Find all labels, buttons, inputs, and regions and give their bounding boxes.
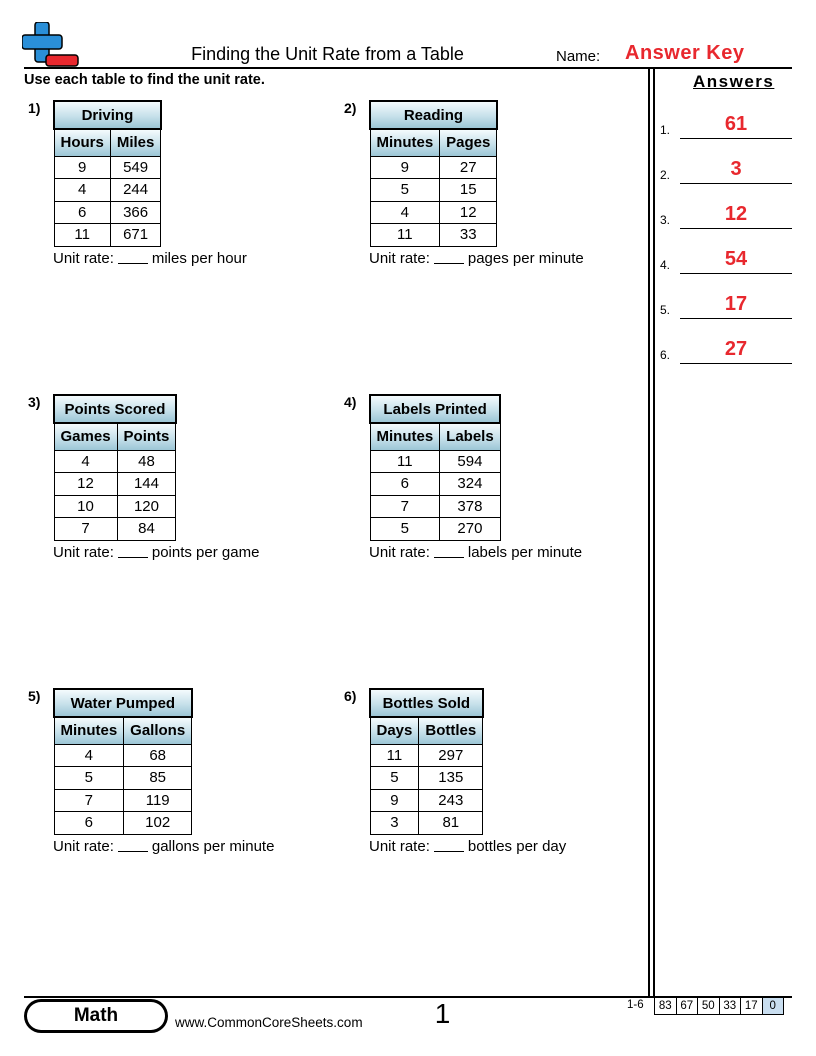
table-row bbox=[54, 201, 161, 224]
answer-line bbox=[680, 228, 792, 229]
table-cell: 81 bbox=[419, 812, 483, 835]
table-row bbox=[370, 495, 500, 518]
answer-row bbox=[660, 295, 792, 319]
score-cell: 33 bbox=[719, 997, 742, 1015]
table-row bbox=[370, 812, 483, 835]
subject-label: Math bbox=[27, 1002, 165, 1030]
table-row bbox=[370, 201, 497, 224]
table-row bbox=[54, 789, 192, 812]
table-cell: 27 bbox=[440, 156, 497, 179]
table-row bbox=[370, 473, 500, 496]
table-cell: 4 bbox=[54, 450, 117, 473]
answer-blank[interactable] bbox=[434, 842, 464, 852]
table-cell: 102 bbox=[124, 812, 192, 835]
score-cell: 50 bbox=[697, 997, 720, 1015]
answer-value: 61 bbox=[724, 113, 748, 135]
answer-line bbox=[680, 318, 792, 319]
table-cell: 135 bbox=[419, 767, 483, 790]
answer-number: 2. bbox=[660, 168, 671, 182]
table-cell: 4 bbox=[54, 179, 110, 202]
answer-row bbox=[660, 115, 792, 139]
column-header: Minutes bbox=[370, 129, 440, 156]
table-cell: 84 bbox=[117, 518, 176, 541]
table-title: Water Pumped bbox=[54, 689, 192, 717]
table-row bbox=[54, 518, 176, 541]
answer-value: 17 bbox=[724, 293, 748, 315]
table-cell: 12 bbox=[54, 473, 117, 496]
table-cell: 85 bbox=[124, 767, 192, 790]
column-header: Games bbox=[54, 423, 117, 450]
answer-key-label: Answer Key bbox=[625, 42, 745, 64]
answer-number: 1. bbox=[660, 123, 671, 137]
score-cell: 0 bbox=[762, 997, 785, 1015]
answer-line bbox=[680, 138, 792, 139]
score-cell: 83 bbox=[654, 997, 677, 1015]
answer-number: 6. bbox=[660, 348, 671, 362]
answer-row bbox=[660, 340, 792, 364]
table-cell: 11 bbox=[54, 224, 110, 247]
table-row bbox=[54, 767, 192, 790]
table-cell: 12 bbox=[440, 201, 497, 224]
unit-rate-prompt bbox=[369, 838, 566, 855]
table-title: Labels Printed bbox=[370, 395, 500, 423]
column-header: Days bbox=[370, 717, 419, 744]
table-title: Reading bbox=[370, 101, 497, 129]
table-title: Driving bbox=[54, 101, 161, 129]
table-cell: 6 bbox=[54, 812, 124, 835]
website-link[interactable]: www.CommonCoreSheets.com bbox=[175, 1015, 363, 1030]
table-row bbox=[370, 518, 500, 541]
page-number: 1 bbox=[434, 998, 451, 1029]
table-cell: 48 bbox=[117, 450, 176, 473]
unit-rate-prompt bbox=[369, 250, 584, 267]
table-cell: 7 bbox=[54, 518, 117, 541]
table-cell: 11 bbox=[370, 450, 440, 473]
table-cell: 243 bbox=[419, 789, 483, 812]
table-cell: 5 bbox=[370, 179, 440, 202]
table-row bbox=[370, 789, 483, 812]
table-row bbox=[370, 450, 500, 473]
table-cell: 33 bbox=[440, 224, 497, 247]
table-cell: 9 bbox=[370, 156, 440, 179]
table-row bbox=[54, 224, 161, 247]
unit-rate-label: Unit rate: bbox=[53, 250, 114, 267]
table-cell: 297 bbox=[419, 744, 483, 767]
score-cell: 67 bbox=[676, 997, 699, 1015]
table-cell: 120 bbox=[117, 495, 176, 518]
unit-rate-label: Unit rate: bbox=[369, 838, 430, 855]
table-cell: 366 bbox=[110, 201, 161, 224]
rate-table bbox=[369, 394, 501, 541]
answer-line bbox=[680, 363, 792, 364]
unit-rate-units: miles per hour bbox=[151, 250, 247, 267]
column-header: Hours bbox=[54, 129, 110, 156]
table-cell: 119 bbox=[124, 789, 192, 812]
table-cell: 378 bbox=[440, 495, 501, 518]
table-cell: 270 bbox=[440, 518, 501, 541]
table-cell: 9 bbox=[54, 156, 110, 179]
answer-number: 3. bbox=[660, 213, 671, 227]
unit-rate-label: Unit rate: bbox=[53, 838, 114, 855]
column-header: Minutes bbox=[54, 717, 124, 744]
answer-blank[interactable] bbox=[434, 548, 464, 558]
column-divider bbox=[653, 67, 655, 997]
column-divider bbox=[648, 67, 650, 997]
column-header: Points bbox=[117, 423, 176, 450]
table-row bbox=[370, 156, 497, 179]
table-row bbox=[370, 767, 483, 790]
answer-row bbox=[660, 250, 792, 274]
table-cell: 5 bbox=[370, 518, 440, 541]
answer-blank[interactable] bbox=[118, 254, 148, 264]
table-cell: 671 bbox=[110, 224, 161, 247]
table-cell: 549 bbox=[110, 156, 161, 179]
unit-rate-prompt bbox=[53, 250, 247, 267]
unit-rate-label: Unit rate: bbox=[369, 544, 430, 561]
table-cell: 6 bbox=[54, 201, 110, 224]
table-cell: 9 bbox=[370, 789, 419, 812]
rate-table bbox=[53, 394, 177, 541]
table-cell: 68 bbox=[124, 744, 192, 767]
header-divider bbox=[24, 67, 792, 69]
unit-rate-label: Unit rate: bbox=[53, 544, 114, 561]
unit-rate-units: labels per minute bbox=[467, 544, 583, 561]
instructions: Use each table to find the unit rate. bbox=[24, 72, 265, 88]
unit-rate-prompt bbox=[53, 544, 259, 561]
answer-line bbox=[680, 183, 792, 184]
table-cell: 11 bbox=[370, 744, 419, 767]
answer-number: 4. bbox=[660, 258, 671, 272]
unit-rate-units: pages per minute bbox=[467, 250, 584, 267]
rate-table bbox=[369, 688, 484, 835]
table-cell: 5 bbox=[54, 767, 124, 790]
answer-blank[interactable] bbox=[118, 548, 148, 558]
table-title: Bottles Sold bbox=[370, 689, 483, 717]
unit-rate-prompt bbox=[53, 838, 274, 855]
score-key bbox=[655, 997, 784, 1015]
table-cell: 7 bbox=[54, 789, 124, 812]
problem-number: 1) bbox=[28, 100, 41, 116]
table-row bbox=[54, 744, 192, 767]
rate-table bbox=[369, 100, 498, 247]
unit-rate-units: gallons per minute bbox=[151, 838, 275, 855]
table-cell: 324 bbox=[440, 473, 501, 496]
answer-line bbox=[680, 273, 792, 274]
problem-number: 5) bbox=[28, 688, 41, 704]
table-row bbox=[54, 812, 192, 835]
table-cell: 4 bbox=[370, 201, 440, 224]
table-title: Points Scored bbox=[54, 395, 176, 423]
score-cell: 17 bbox=[740, 997, 763, 1015]
answer-blank[interactable] bbox=[434, 254, 464, 264]
table-row bbox=[54, 179, 161, 202]
column-header: Miles bbox=[110, 129, 161, 156]
answer-value: 3 bbox=[730, 158, 742, 180]
unit-rate-prompt bbox=[369, 544, 582, 561]
answer-blank[interactable] bbox=[118, 842, 148, 852]
unit-rate-units: bottles per day bbox=[467, 838, 567, 855]
table-cell: 4 bbox=[54, 744, 124, 767]
answer-value: 54 bbox=[724, 248, 748, 270]
column-header: Pages bbox=[440, 129, 497, 156]
table-row bbox=[370, 224, 497, 247]
table-cell: 11 bbox=[370, 224, 440, 247]
table-row bbox=[370, 744, 483, 767]
answer-value: 12 bbox=[724, 203, 748, 225]
name-label: Name: bbox=[556, 48, 601, 65]
problem-number: 2) bbox=[344, 100, 357, 116]
column-header: Labels bbox=[440, 423, 501, 450]
rate-table bbox=[53, 100, 162, 247]
answer-value: 27 bbox=[724, 338, 748, 360]
table-cell: 5 bbox=[370, 767, 419, 790]
column-header: Bottles bbox=[419, 717, 483, 744]
answer-row bbox=[660, 160, 792, 184]
table-cell: 15 bbox=[440, 179, 497, 202]
table-cell: 7 bbox=[370, 495, 440, 518]
table-cell: 10 bbox=[54, 495, 117, 518]
table-cell: 6 bbox=[370, 473, 440, 496]
column-header: Gallons bbox=[124, 717, 192, 744]
table-row bbox=[54, 473, 176, 496]
worksheet-title: Finding the Unit Rate from a Table bbox=[191, 44, 464, 64]
table-row bbox=[54, 450, 176, 473]
table-row bbox=[54, 156, 161, 179]
answer-number: 5. bbox=[660, 303, 671, 317]
unit-rate-units: points per game bbox=[151, 544, 260, 561]
unit-rate-label: Unit rate: bbox=[369, 250, 430, 267]
table-row bbox=[370, 179, 497, 202]
problem-number: 6) bbox=[344, 688, 357, 704]
problem-number: 3) bbox=[28, 394, 41, 410]
table-cell: 594 bbox=[440, 450, 501, 473]
answers-heading: Answers bbox=[693, 72, 775, 91]
rate-table bbox=[53, 688, 193, 835]
column-header: Minutes bbox=[370, 423, 440, 450]
table-row bbox=[54, 495, 176, 518]
problem-number: 4) bbox=[344, 394, 357, 410]
score-range-label: 1-6 bbox=[627, 999, 644, 1011]
table-cell: 144 bbox=[117, 473, 176, 496]
table-cell: 244 bbox=[110, 179, 161, 202]
table-cell: 3 bbox=[370, 812, 419, 835]
answer-row bbox=[660, 205, 792, 229]
